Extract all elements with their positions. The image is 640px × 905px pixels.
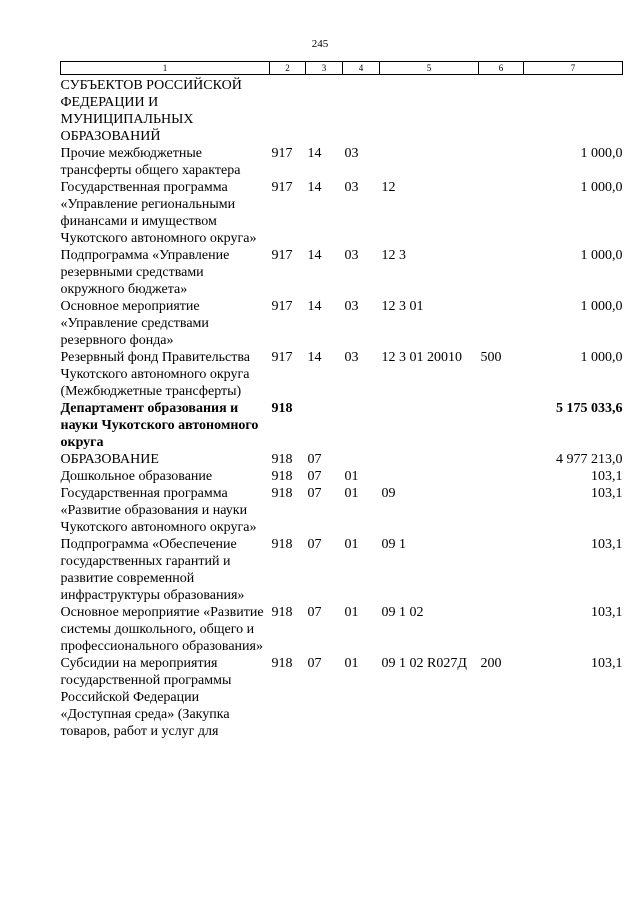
- row-rz-code: 07: [307, 537, 322, 552]
- row-pr-code: 01: [344, 486, 359, 501]
- row-pr-code: 03: [344, 248, 359, 263]
- row-gr-code: 917: [271, 146, 293, 161]
- table-row: [61, 75, 623, 146]
- row-vr-code: [479, 75, 524, 146]
- column-number-row: [61, 62, 623, 75]
- row-csr-code: 09 1 02: [381, 605, 424, 620]
- row-csr-code: 12 3 01: [381, 299, 424, 314]
- row-vr-code: [479, 298, 524, 349]
- table-row: [61, 604, 623, 655]
- row-csr-code: [380, 468, 479, 485]
- row-name: Резервный фонд Правительства Чукотского автономного округа (Межбюджетные трансферты): [60, 350, 251, 399]
- row-vr-code: [479, 536, 524, 604]
- table-row: [61, 400, 623, 451]
- row-rz-code: 07: [307, 656, 322, 671]
- row-vr-code: [479, 485, 524, 536]
- row-vr-code: [479, 145, 524, 179]
- row-rz-code: 07: [307, 486, 322, 501]
- row-pr-code: 01: [344, 469, 359, 484]
- row-csr-code: [380, 400, 479, 451]
- row-amount: 1 000,0: [580, 248, 623, 263]
- row-name: Государственная программа «Управление региональными финансами и имуществом Чукотского автономного округа»: [60, 180, 257, 246]
- row-amount: 1 000,0: [580, 299, 623, 314]
- row-csr-code: 12 3 01 20010: [381, 350, 462, 365]
- row-name: Основное мероприятие «Развитие системы дошкольного, общего и профессионального образования»: [60, 605, 264, 654]
- table-row: [61, 451, 623, 468]
- row-gr-code: 917: [271, 248, 293, 263]
- table-row: [61, 179, 623, 247]
- row-gr-code: 918: [271, 452, 293, 467]
- row-gr-code: 917: [271, 350, 293, 365]
- row-rz-code: 14: [307, 180, 322, 195]
- row-rz-code: 14: [307, 350, 322, 365]
- table-row: [61, 468, 623, 485]
- row-amount: 103,1: [591, 605, 623, 620]
- column-header-4: 4: [343, 62, 380, 75]
- row-name: Дошкольное образование: [60, 469, 213, 484]
- table-row: [61, 536, 623, 604]
- row-gr-code: 918: [271, 401, 293, 416]
- row-csr-code: 09: [381, 486, 396, 501]
- row-name: Прочие межбюджетные трансферты общего характера: [60, 146, 241, 178]
- row-pr-code: 03: [344, 350, 359, 365]
- row-csr-code: 09 1: [381, 537, 406, 552]
- row-vr-code: [479, 451, 524, 468]
- row-amount: 103,1: [591, 469, 623, 484]
- row-pr-code: 03: [344, 180, 359, 195]
- row-name: Департамент образования и науки Чукотского автономного округа: [60, 401, 259, 450]
- row-amount: 5 175 033,6: [556, 401, 623, 416]
- column-header-3: 3: [306, 62, 343, 75]
- row-amount: 1 000,0: [580, 180, 623, 195]
- row-pr-code: [343, 451, 380, 468]
- row-gr-code: 917: [271, 299, 293, 314]
- table-row: [61, 247, 623, 298]
- row-gr-code: 918: [271, 605, 293, 620]
- column-header-1: 1: [61, 62, 270, 75]
- table-row: [61, 485, 623, 536]
- row-name: Государственная программа «Развитие образования и науки Чукотского автономного округа»: [60, 486, 257, 535]
- row-rz-code: 14: [307, 299, 322, 314]
- row-amount: 103,1: [591, 656, 623, 671]
- row-gr-code: [270, 75, 306, 146]
- column-header-6: 6: [479, 62, 524, 75]
- row-name: Подпрограмма «Обеспечение государственных гарантий и развитие современной инфраструктуры образования»: [60, 537, 245, 603]
- row-rz-code: 07: [307, 605, 322, 620]
- row-vr-code: [479, 604, 524, 655]
- row-name: ОБРАЗОВАНИЕ: [60, 452, 159, 467]
- table-row: [61, 349, 623, 400]
- row-amount: 4 977 213,0: [556, 452, 623, 467]
- row-vr-code: 200: [480, 656, 502, 671]
- row-rz-code: 14: [307, 248, 322, 263]
- row-pr-code: 03: [344, 299, 359, 314]
- table-row: [61, 145, 623, 179]
- budget-table: [60, 61, 623, 740]
- table-row: [61, 298, 623, 349]
- row-pr-code: 01: [344, 605, 359, 620]
- row-csr-code: [380, 451, 479, 468]
- row-rz-code: [306, 75, 343, 146]
- row-vr-code: [479, 468, 524, 485]
- row-amount: 1 000,0: [580, 146, 623, 161]
- row-gr-code: 918: [271, 486, 293, 501]
- row-gr-code: 918: [271, 537, 293, 552]
- row-rz-code: [306, 400, 343, 451]
- table-body: [61, 75, 623, 741]
- column-header-5: 5: [380, 62, 479, 75]
- row-vr-code: [479, 179, 524, 247]
- row-amount: 1 000,0: [580, 350, 623, 365]
- row-name: СУБЪЕКТОВ РОССИЙСКОЙ ФЕДЕРАЦИИ И МУНИЦИПАЛЬНЫХ ОБРАЗОВАНИЙ: [60, 78, 242, 144]
- row-name: Подпрограмма «Управление резервными средствами окружного бюджета»: [60, 248, 230, 297]
- row-amount: 103,1: [591, 537, 623, 552]
- row-pr-code: 01: [344, 537, 359, 552]
- row-vr-code: [479, 400, 524, 451]
- row-gr-code: 917: [271, 180, 293, 195]
- row-csr-code: [380, 75, 479, 146]
- table-row: [61, 655, 623, 740]
- row-pr-code: 01: [344, 656, 359, 671]
- row-rz-code: 14: [307, 146, 322, 161]
- row-amount: 103,1: [591, 486, 623, 501]
- column-header-2: 2: [270, 62, 306, 75]
- row-gr-code: 918: [271, 656, 293, 671]
- row-amount: [524, 75, 623, 146]
- table-header: [61, 62, 623, 75]
- row-rz-code: 07: [307, 469, 322, 484]
- row-csr-code: 12 3: [381, 248, 406, 263]
- row-pr-code: [343, 400, 380, 451]
- page-number: 245: [311, 38, 329, 50]
- row-csr-code: 12: [381, 180, 396, 195]
- column-header-7: 7: [524, 62, 623, 75]
- row-gr-code: 918: [271, 469, 293, 484]
- row-csr-code: [380, 145, 479, 179]
- row-rz-code: 07: [307, 452, 322, 467]
- row-pr-code: 03: [344, 146, 359, 161]
- row-vr-code: 500: [480, 350, 502, 365]
- row-name: Основное мероприятие «Управление средствами резервного фонда»: [60, 299, 209, 348]
- row-vr-code: [479, 247, 524, 298]
- row-csr-code: 09 1 02 R027Д: [381, 656, 467, 671]
- row-pr-code: [343, 75, 380, 146]
- row-name: Субсидии на мероприятия государственной программы Российской Федерации «Доступная среда» (Закупка товаров, работ и услуг для: [60, 656, 232, 739]
